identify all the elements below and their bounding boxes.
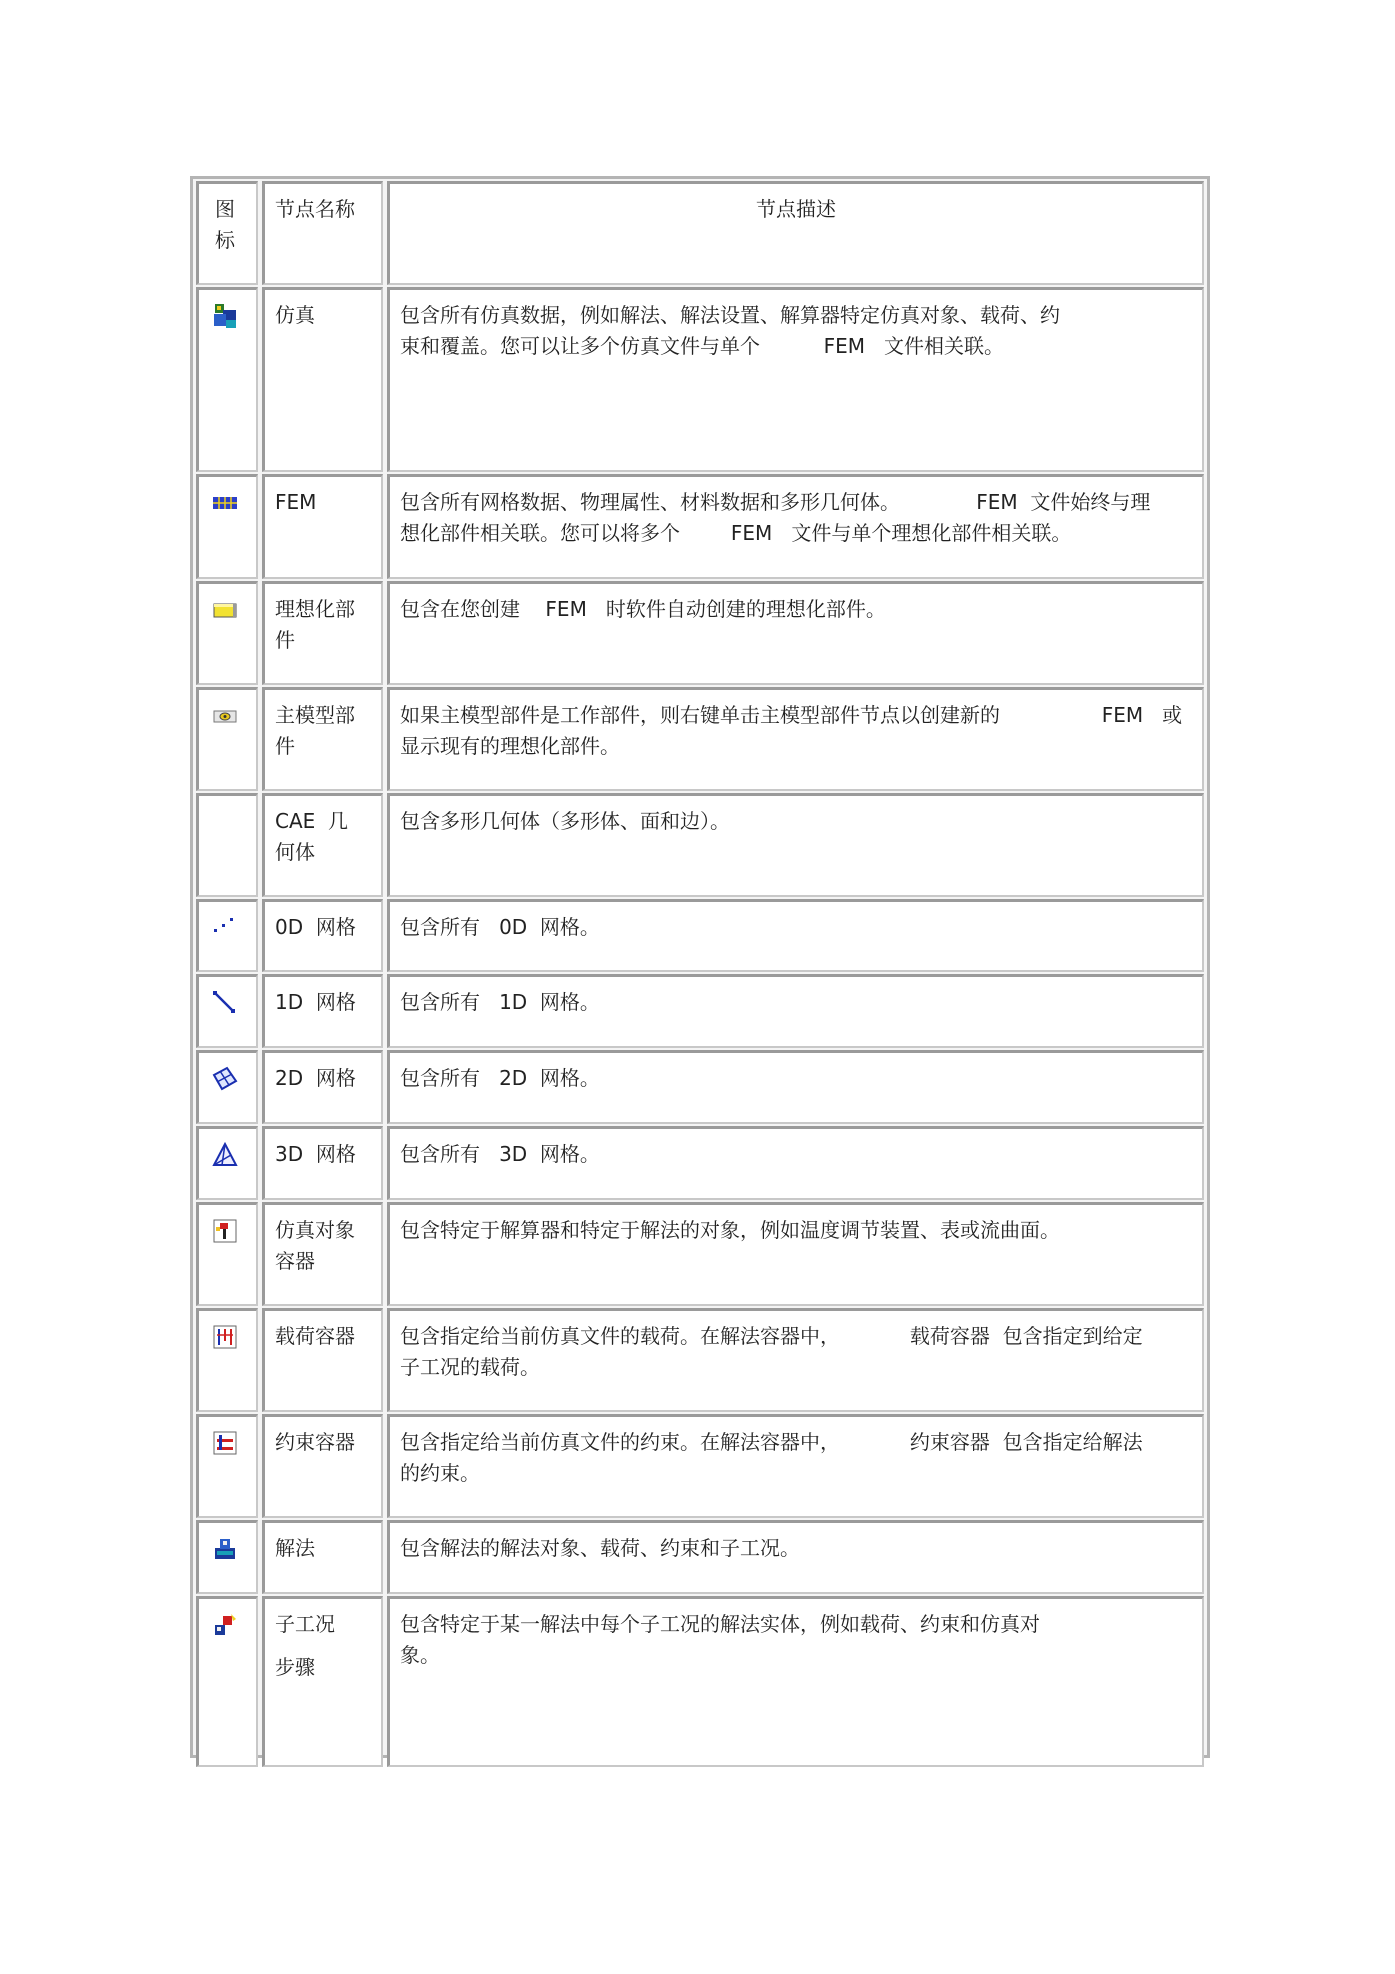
icon-cell xyxy=(196,1414,258,1518)
table-row xyxy=(193,1414,1207,1518)
idealized-part-icon xyxy=(211,596,239,624)
node-description: 的约束。 xyxy=(400,1461,480,1485)
node-desc-cell xyxy=(387,287,1204,472)
node-description: 包含解法的解法对象、载荷、约束和子工况。 xyxy=(400,1536,800,1560)
node-name-cell xyxy=(262,1414,383,1518)
node-description: 包含特定于解算器和特定于解法的对象，例如温度调节装置、表或流曲面。 xyxy=(400,1218,1060,1242)
node-name-cell xyxy=(262,1596,383,1767)
node-desc-cell xyxy=(387,974,1204,1048)
node-name: 1D 网格 xyxy=(275,990,356,1014)
node-description: 象。 xyxy=(400,1643,440,1667)
node-desc-cell xyxy=(387,1414,1204,1518)
node-name: CAE 几 xyxy=(275,809,348,833)
node-name: 主模型部 xyxy=(275,703,355,727)
node-name: 0D 网格 xyxy=(275,915,356,939)
node-name-cell xyxy=(262,793,383,897)
node-name: 件 xyxy=(275,734,295,758)
table-row xyxy=(193,1126,1207,1200)
table-row xyxy=(193,581,1207,685)
node-desc-cell xyxy=(387,474,1204,579)
node-name: 理想化部 xyxy=(275,597,355,621)
node-name: 步骤 xyxy=(275,1655,315,1679)
table-row xyxy=(193,974,1207,1048)
node-name: 2D 网格 xyxy=(275,1066,356,1090)
node-description: 包含指定给当前仿真文件的载荷。在解法容器中， 载荷容器 包含指定到给定 xyxy=(400,1324,1143,1348)
node-name-cell xyxy=(262,1308,383,1412)
node-desc-cell xyxy=(387,1050,1204,1124)
table-row xyxy=(193,899,1207,972)
icon-cell xyxy=(196,1596,258,1767)
subcase-step-icon xyxy=(211,1611,239,1639)
simulation-object-container-icon xyxy=(211,1217,239,1245)
node-description: 包含多形几何体（多形体、面和边）。 xyxy=(400,809,730,833)
node-description: 束和覆盖。您可以让多个仿真文件与单个 FEM 文件相关联。 xyxy=(400,334,1005,358)
node-description: 显示现有的理想化部件。 xyxy=(400,734,620,758)
node-desc-cell xyxy=(387,1202,1204,1306)
node-description: 包含所有 1D 网格。 xyxy=(400,990,600,1014)
table-row xyxy=(193,1596,1207,1767)
node-description: 子工况的载荷。 xyxy=(400,1355,540,1379)
table-row xyxy=(193,793,1207,897)
node-name: 件 xyxy=(275,628,295,652)
icon-cell xyxy=(196,474,258,579)
node-name-cell xyxy=(262,1202,383,1306)
node-desc-cell xyxy=(387,1308,1204,1412)
node-description: 想化部件相关联。您可以将多个 FEM 文件与单个理想化部件相关联。 xyxy=(400,521,1072,545)
table-row xyxy=(193,1050,1207,1124)
header-desc: 节点描述 xyxy=(756,197,836,221)
icon-cell xyxy=(196,1202,258,1306)
header-icon-line: 图 xyxy=(215,197,235,221)
node-desc-cell xyxy=(387,687,1204,791)
node-name: 何体 xyxy=(275,840,315,864)
node-description: 如果主模型部件是工作部件，则右键单击主模型部件节点以创建新的 FEM 或 xyxy=(400,703,1183,727)
node-name: 子工况 xyxy=(275,1612,335,1636)
table-row xyxy=(193,287,1207,472)
header-desc-cell xyxy=(387,181,1204,285)
icon-cell xyxy=(196,1050,258,1124)
node-name-cell xyxy=(262,899,383,972)
node-name-cell xyxy=(262,287,383,472)
header-name: 节点名称 xyxy=(275,197,355,221)
node-name: FEM xyxy=(275,490,317,514)
load-container-icon xyxy=(211,1323,239,1351)
header-name-cell xyxy=(262,181,383,285)
icon-cell xyxy=(196,793,258,897)
node-name-cell xyxy=(262,1126,383,1200)
node-name: 解法 xyxy=(275,1536,315,1560)
node-desc-cell xyxy=(387,793,1204,897)
header-icon-line: 标 xyxy=(215,228,235,252)
table-row xyxy=(193,1202,1207,1306)
icon-cell xyxy=(196,974,258,1048)
node-description: 包含所有网格数据、物理属性、材料数据和多形几何体。 FEM 文件始终与理 xyxy=(400,490,1151,514)
node-desc-cell xyxy=(387,1126,1204,1200)
solution-icon xyxy=(211,1535,239,1563)
node-description: 包含在您创建 FEM 时软件自动创建的理想化部件。 xyxy=(400,597,886,621)
icon-cell xyxy=(196,1308,258,1412)
header-icon-cell xyxy=(196,181,258,285)
table-row xyxy=(193,687,1207,791)
icon-cell xyxy=(196,1126,258,1200)
node-name-cell xyxy=(262,1520,383,1594)
1d-mesh-icon xyxy=(211,989,239,1017)
node-name-cell xyxy=(262,974,383,1048)
node-description: 包含所有 2D 网格。 xyxy=(400,1066,600,1090)
node-description: 包含特定于某一解法中每个子工况的解法实体，例如载荷、约束和仿真对 xyxy=(400,1612,1040,1636)
table-header-row xyxy=(193,181,1207,285)
node-name-cell xyxy=(262,474,383,579)
simulation-icon xyxy=(211,302,239,330)
icon-cell xyxy=(196,581,258,685)
node-name: 载荷容器 xyxy=(275,1324,355,1348)
constraint-container-icon xyxy=(211,1429,239,1457)
0d-mesh-icon xyxy=(211,914,239,942)
node-name: 仿真对象 xyxy=(275,1218,355,1242)
fem-mesh-icon xyxy=(211,489,239,517)
node-table xyxy=(190,176,1210,1758)
master-model-part-icon xyxy=(211,702,239,730)
node-desc-cell xyxy=(387,899,1204,972)
table-row xyxy=(193,474,1207,579)
table-row xyxy=(193,1520,1207,1594)
3d-mesh-icon xyxy=(211,1141,239,1169)
node-description: 包含所有 3D 网格。 xyxy=(400,1142,600,1166)
node-name: 容器 xyxy=(275,1249,315,1273)
node-desc-cell xyxy=(387,1596,1204,1767)
node-name-cell xyxy=(262,687,383,791)
node-description: 包含所有仿真数据，例如解法、解法设置、解算器特定仿真对象、载荷、约 xyxy=(400,303,1060,327)
node-name-cell xyxy=(262,581,383,685)
node-name: 3D 网格 xyxy=(275,1142,356,1166)
icon-cell xyxy=(196,687,258,791)
node-desc-cell xyxy=(387,1520,1204,1594)
2d-mesh-icon xyxy=(211,1065,239,1093)
icon-cell xyxy=(196,287,258,472)
node-name: 仿真 xyxy=(275,303,315,327)
node-description: 包含所有 0D 网格。 xyxy=(400,915,600,939)
table-row xyxy=(193,1308,1207,1412)
icon-cell xyxy=(196,1520,258,1594)
node-desc-cell xyxy=(387,581,1204,685)
icon-cell xyxy=(196,899,258,972)
node-name-cell xyxy=(262,1050,383,1124)
node-description: 包含指定给当前仿真文件的约束。在解法容器中， 约束容器 包含指定给解法 xyxy=(400,1430,1143,1454)
node-name: 约束容器 xyxy=(275,1430,355,1454)
